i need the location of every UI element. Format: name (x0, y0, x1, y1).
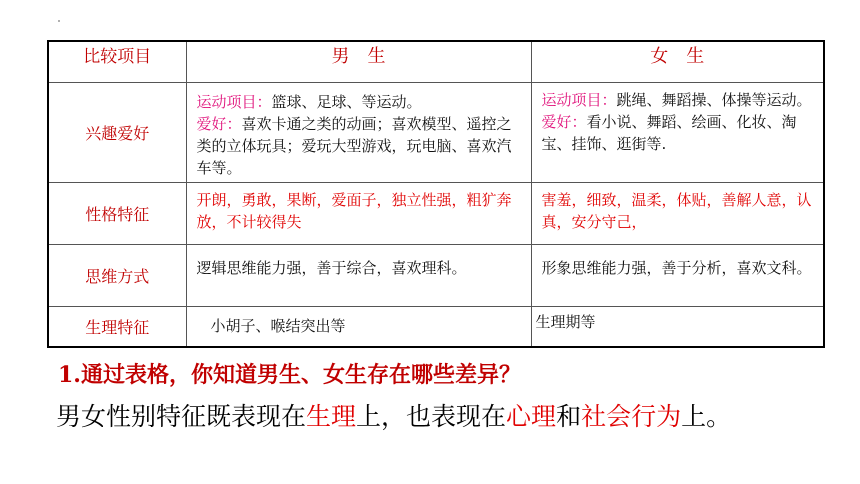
female-hobby-text: 看小说、舞蹈、绘画、化妆、淘宝、挂饰、逛街等. (541, 113, 797, 153)
answer-part-e: 和 (556, 402, 582, 431)
row-label-personality: 性格特征 (48, 183, 186, 245)
table-row (48, 245, 824, 307)
question-text: 1.通过表格，你知道男生、女生存在哪些差异？ (58, 362, 521, 388)
female-sport-tag: 运动项目： (541, 91, 617, 109)
male-sport-tag: 运动项目： (196, 93, 272, 111)
female-personality-cell: 害羞，细致，温柔，体贴，善解人意，认真，安分守己， (531, 183, 824, 245)
row-label-thinking: 思维方式 (48, 245, 186, 307)
female-physiology-cell: 生理期等 (531, 307, 824, 347)
answer-keyword-social-behavior: 社会行为 (581, 402, 682, 431)
header-female: 女 生 (531, 41, 824, 83)
female-thinking-cell: 形象思维能力强，善于分析，喜欢文科。 (531, 245, 824, 307)
row-label-interests: 兴趣爱好 (48, 83, 186, 183)
male-hobby-text: 喜欢卡通之类的动画；喜欢模型、遥控之类的立体玩具；爱玩大型游戏，玩电脑、喜欢汽车等。 (196, 115, 512, 177)
table-header-row (48, 41, 824, 83)
male-interests-cell (186, 83, 531, 183)
male-hobby-tag: 爱好： (196, 115, 242, 133)
female-hobby-tag: 爱好： (541, 113, 587, 131)
decorative-dot (58, 20, 60, 22)
table-row (48, 183, 824, 245)
answer-keyword-psychology: 心理 (506, 402, 557, 431)
row-label-physiology: 生理特征 (48, 307, 186, 347)
table-row (48, 307, 824, 347)
header-compare-item: 比较项目 (48, 41, 186, 83)
male-sport-text: 篮球、足球、等运动。 (271, 93, 422, 111)
male-personality-cell: 开朗，勇敢，果断，爱面子，独立性强，粗犷奔放，不计较得失 (186, 183, 531, 245)
answer-part-c: 上，也表现在 (356, 402, 507, 431)
female-interests-cell (531, 83, 824, 183)
header-male: 男 生 (186, 41, 531, 83)
answer-keyword-physiology: 生理 (306, 402, 357, 431)
male-thinking-cell: 逻辑思维能力强，善于综合，喜欢理科。 (186, 245, 531, 307)
answer-text (56, 397, 731, 433)
table-row (48, 83, 824, 183)
answer-part-a: 男女性别特征既表现在 (56, 402, 307, 431)
female-sport-text: 跳绳、舞蹈操、体操等运动。 (616, 91, 812, 109)
answer-part-g: 上。 (681, 402, 732, 431)
male-physiology-cell: 小胡子、喉结突出等 (186, 307, 531, 347)
comparison-table (47, 40, 825, 348)
